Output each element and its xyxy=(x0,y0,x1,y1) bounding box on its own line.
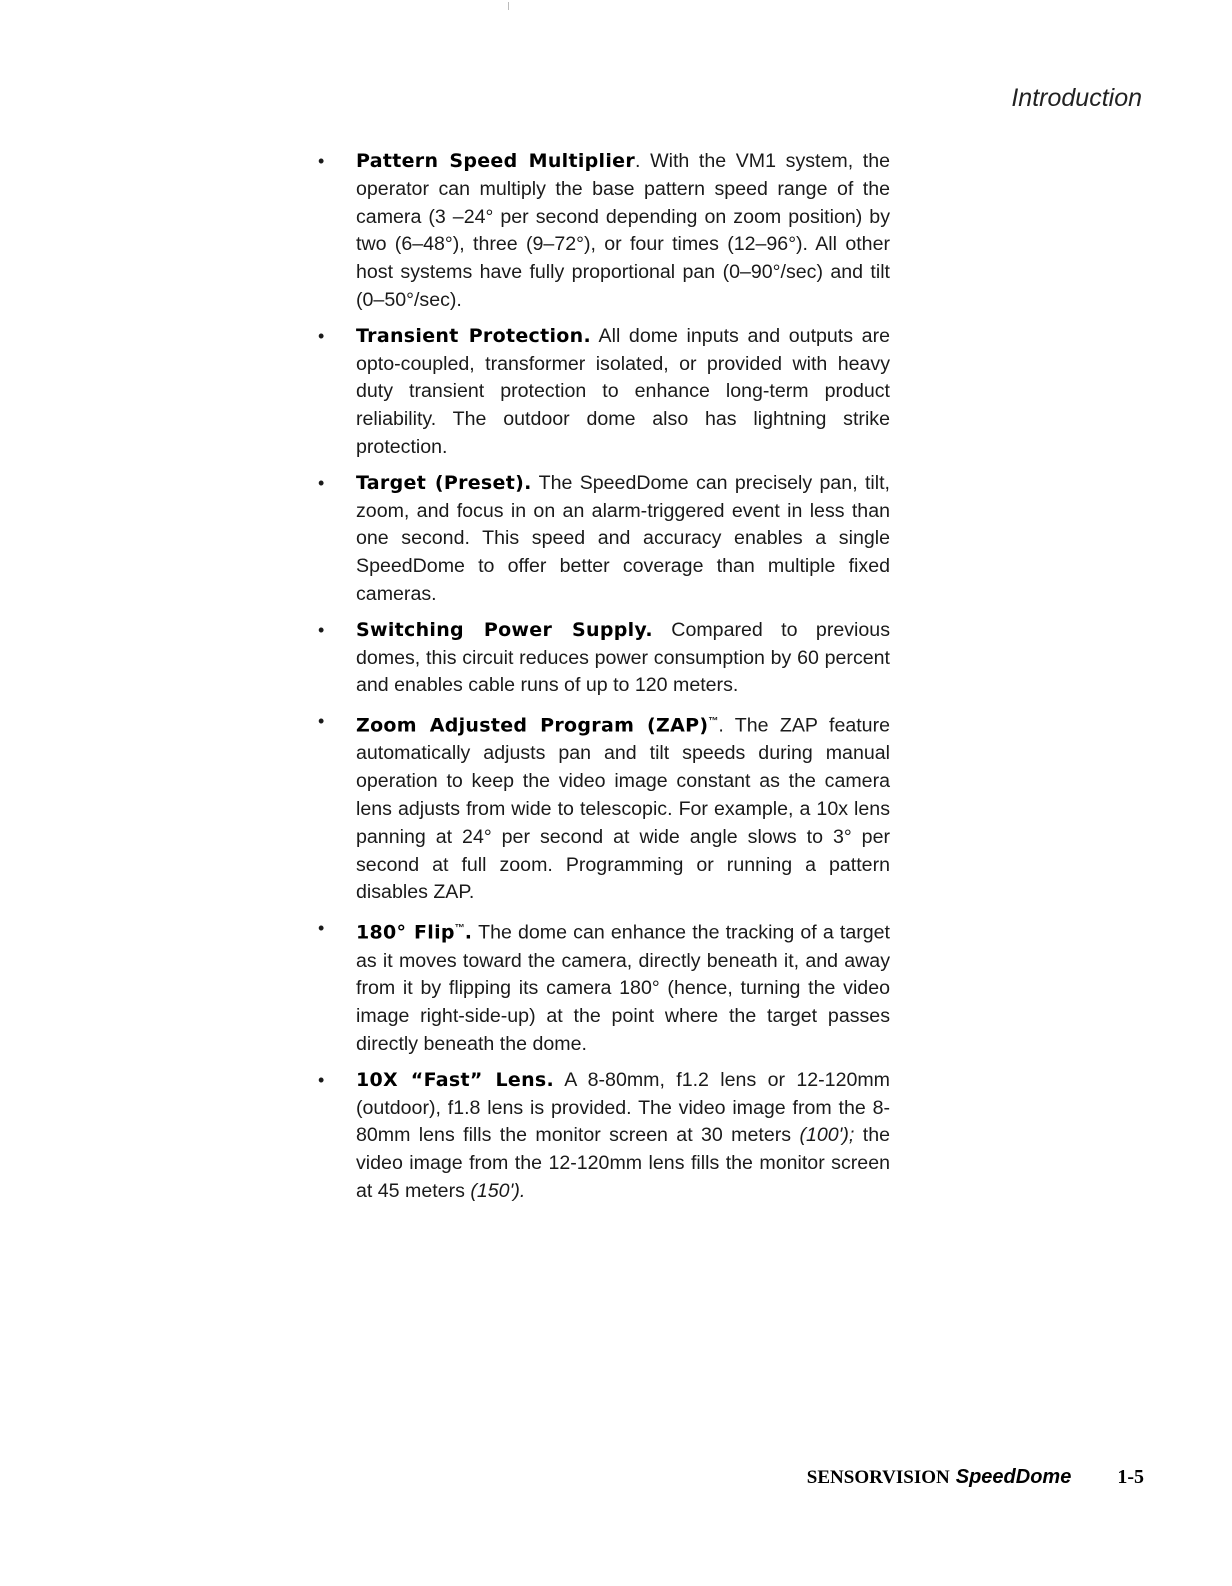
feature-text: The SpeedDome can precisely pan, tilt, zoom, and focus in on an alarm-triggered event in less than one second. This speed and accuracy enables a single SpeedDome to offer better coverage than multiple fixed cameras. xyxy=(356,471,890,605)
feature-term: Target (Preset). xyxy=(356,471,532,494)
feature-term: Zoom Adjusted Program (ZAP) xyxy=(356,714,709,737)
term-suffix: . xyxy=(464,921,473,944)
feature-term: Pattern Speed Multiplier xyxy=(356,150,636,172)
feature-term: 10X “Fast” Lens. xyxy=(356,1068,555,1091)
feature-pattern-speed-multiplier xyxy=(318,148,890,315)
term-suffix: . xyxy=(635,150,641,172)
footer-product: SpeedDome xyxy=(955,1466,1072,1488)
bullet-icon: • xyxy=(318,918,325,939)
bullet-icon: • xyxy=(318,711,325,732)
bullet-icon: • xyxy=(318,1069,325,1090)
feature-switching-power-supply xyxy=(318,617,890,700)
feature-text: the video image from the 12-120mm lens fills the monitor screen at 45 meters xyxy=(356,1124,891,1202)
bullet-icon: • xyxy=(318,619,325,640)
feature-text: With the VM1 system, the operator can multiply the base pattern speed range of the camera (3 –24° per second depending on zoom position) by two (6–48°), three (9–72°), or four times (12–96°). All other host systems have fully proportional pan (0–90°/sec) and tilt (0–50°/sec). xyxy=(356,150,890,311)
trademark-symbol: ™ xyxy=(454,923,465,935)
feature-180-flip xyxy=(318,915,890,1059)
feature-text-italic: (100'); xyxy=(799,1124,855,1147)
feature-target-preset xyxy=(318,470,890,609)
footer-brand: SENSORVISION xyxy=(806,1467,950,1488)
bullet-icon: • xyxy=(318,151,325,171)
feature-term: 180° Flip xyxy=(356,921,455,944)
page-number: 1-5 xyxy=(1117,1466,1144,1488)
section-header: Introduction xyxy=(1011,84,1142,112)
feature-term: Transient Protection. xyxy=(356,324,591,347)
bullet-icon: • xyxy=(318,472,325,493)
feature-text: A 8-80mm, f1.2 lens or 12-120mm (outdoor), f1.8 lens is provided. The video image from the 8-80mm lens fills the monitor screen at 30 meters xyxy=(356,1068,891,1147)
trademark-symbol: ™ xyxy=(708,716,719,728)
feature-zap xyxy=(318,708,890,907)
feature-text: Compared to previous domes, this circuit reduces power consumption by 60 percent and enables cable runs of up to 120 meters. xyxy=(356,618,890,697)
feature-10x-fast-lens xyxy=(318,1067,890,1206)
bullet-icon: • xyxy=(318,325,325,346)
page-footer xyxy=(807,1466,1144,1489)
feature-text: The dome can enhance the tracking of a target as it moves toward the camera, directly beneath it, and away from it by flipping its camera 180° (hence, turning the video image right-side-up) at the point where the target passes directly beneath the dome. xyxy=(356,921,890,1055)
term-suffix: . xyxy=(718,714,724,737)
feature-text: All dome inputs and outputs are opto-coupled, transformer isolated, or provided with heavy duty transient protection to enhance long-term product reliability. The outdoor dome also has lightning strike protection. xyxy=(356,324,890,458)
feature-text: The ZAP feature automatically adjusts pan and tilt speeds during manual operation to keep the video image constant as the camera lens adjusts from wide to telescopic. For example, a 10x lens panning at 24° per second at wide angle slows to 3° per second at full zoom. Programming or running a pattern disables ZAP. xyxy=(356,714,891,904)
scan-mark xyxy=(508,2,509,10)
feature-term: Switching Power Supply. xyxy=(356,618,653,641)
feature-text-italic: (150'). xyxy=(470,1179,526,1202)
feature-transient-protection xyxy=(318,323,890,462)
feature-list xyxy=(318,148,890,1214)
